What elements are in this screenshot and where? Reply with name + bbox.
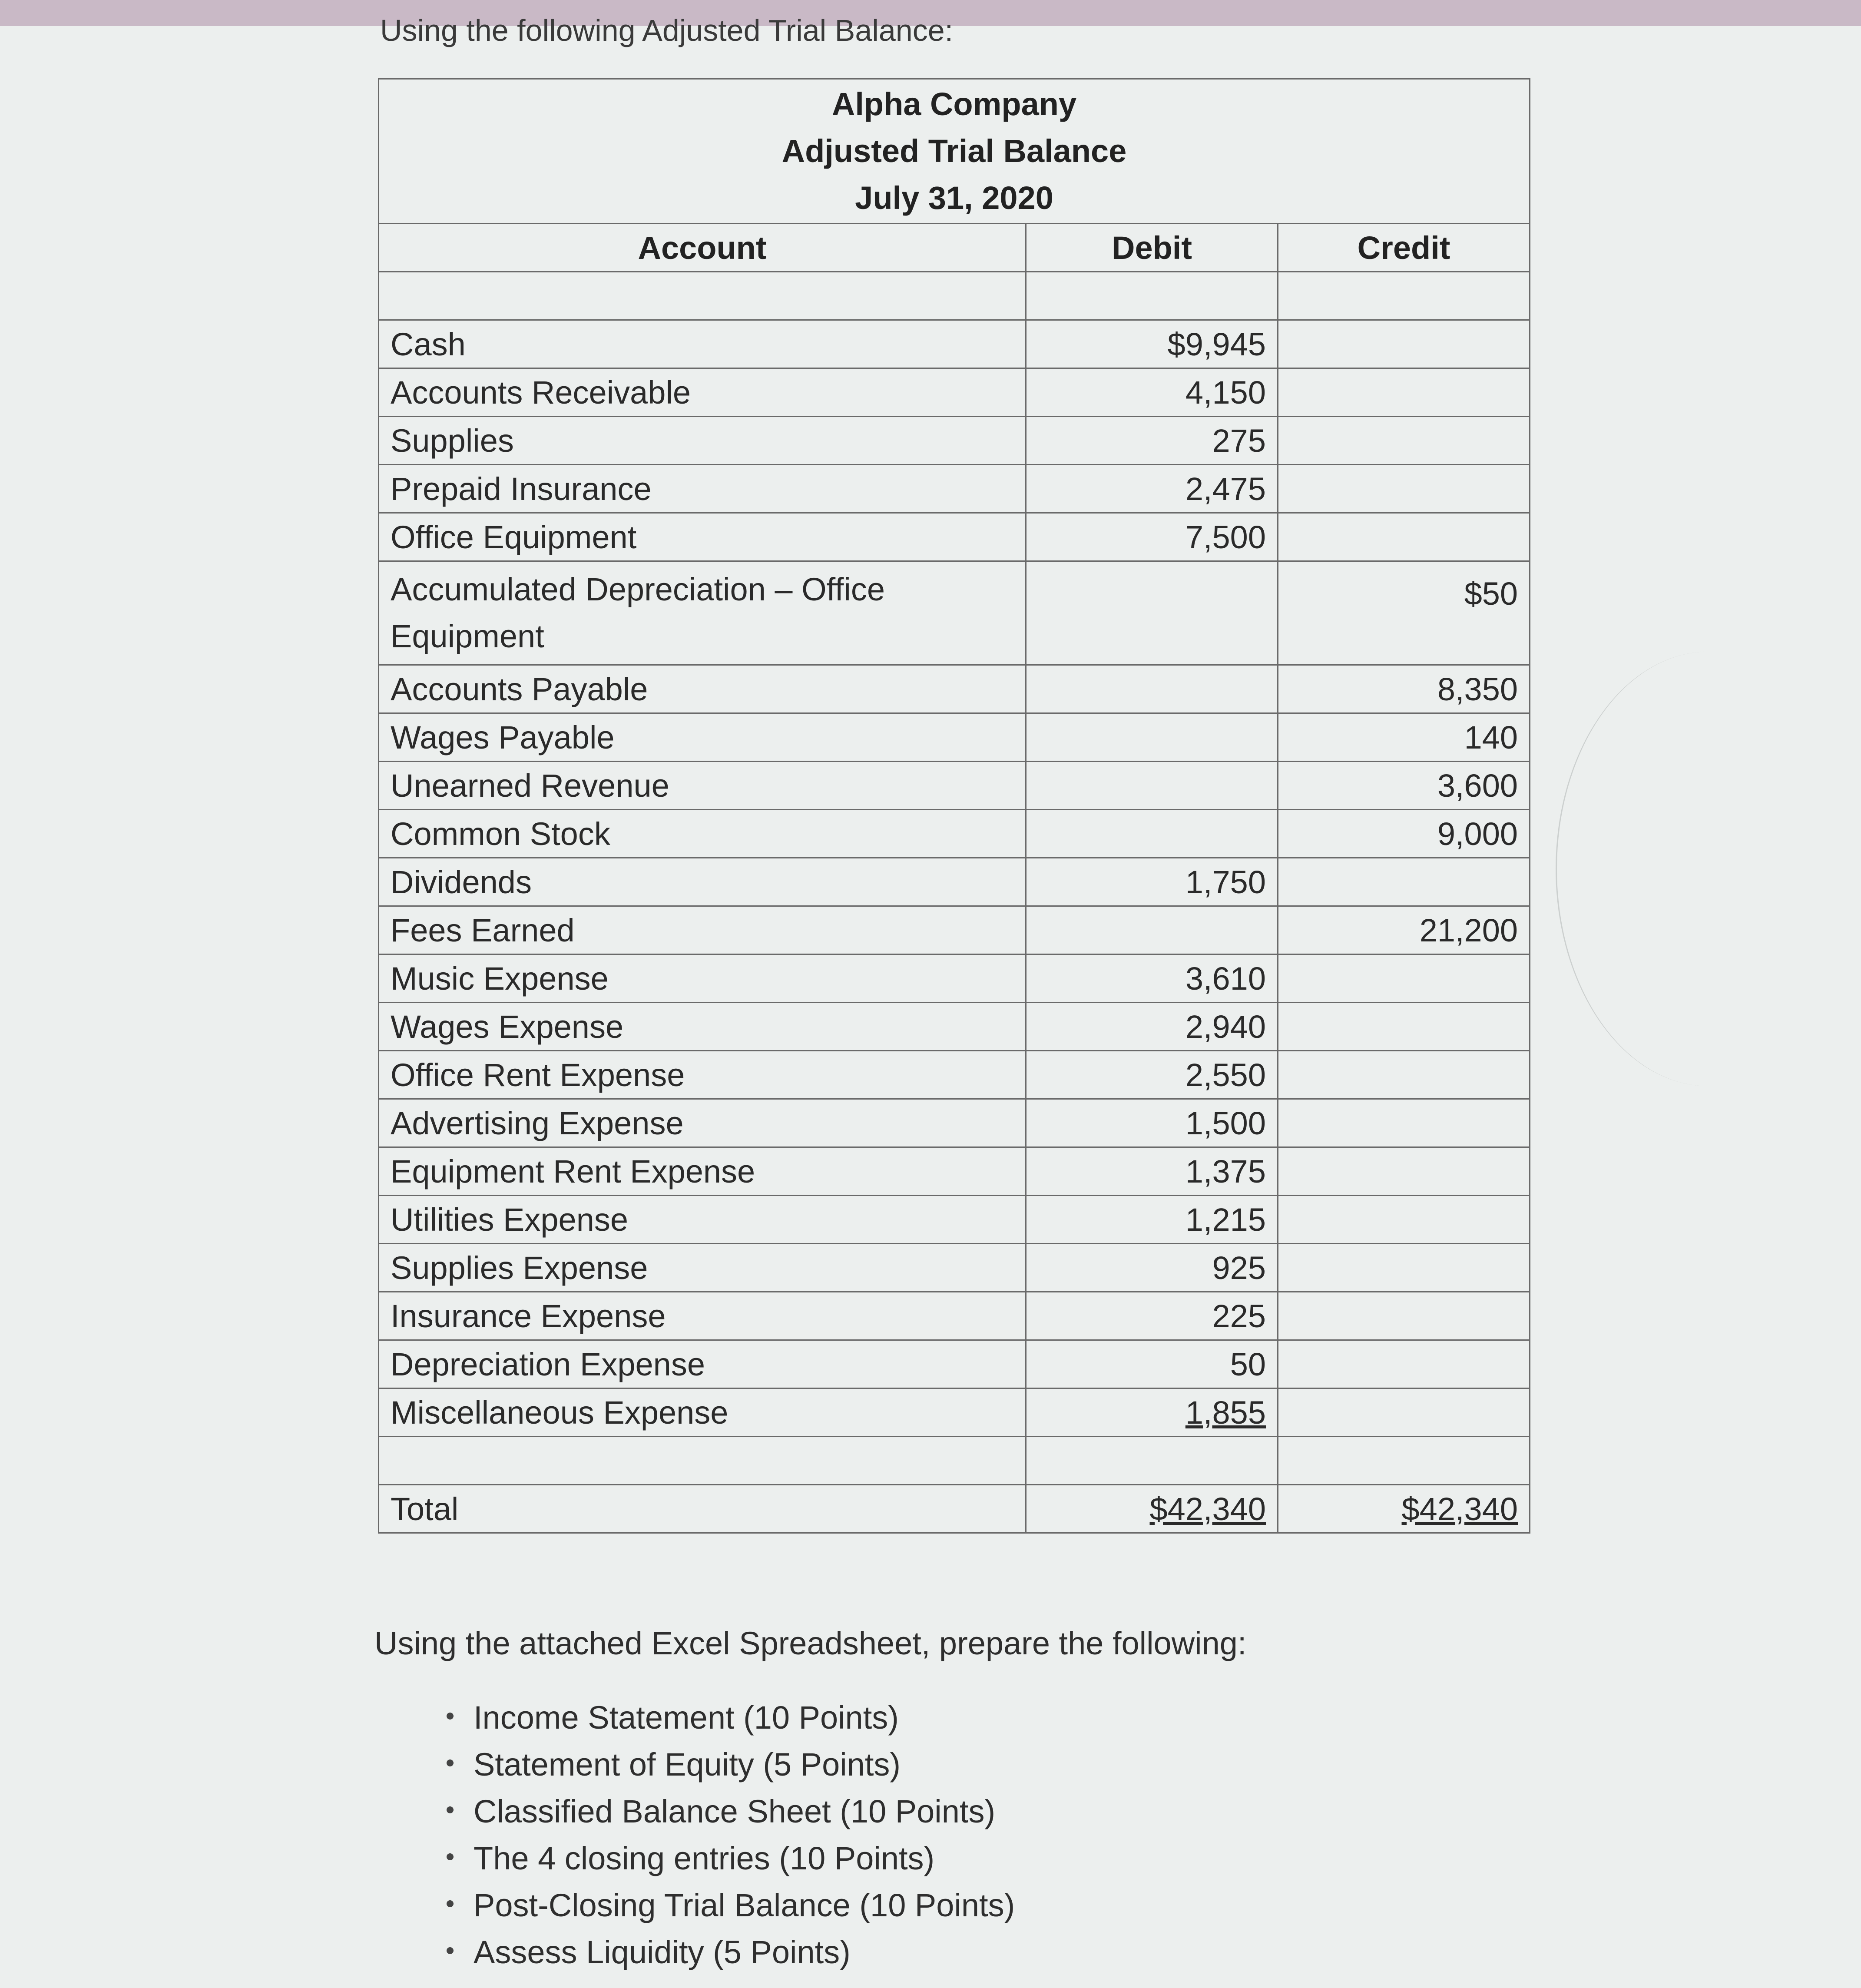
- list-item: [439, 1741, 1015, 1788]
- account-name: Supplies: [379, 417, 1026, 465]
- table-row: [379, 665, 1530, 713]
- credit-amount: [1278, 513, 1530, 561]
- list-item: [439, 1788, 1015, 1835]
- credit-amount: [1278, 465, 1530, 513]
- table-row: [379, 1340, 1530, 1388]
- account-name: Wages Payable: [379, 713, 1026, 762]
- account-name: Depreciation Expense: [379, 1340, 1026, 1388]
- bullet-icon: [447, 1806, 454, 1813]
- total-row: [379, 1485, 1530, 1533]
- list-item: [439, 1882, 1015, 1929]
- task-list: [439, 1694, 1015, 1976]
- debit-amount: [1026, 561, 1278, 665]
- list-item: [439, 1694, 1015, 1741]
- debit-column-header: Debit: [1026, 224, 1278, 272]
- account-name: Music Expense: [379, 954, 1026, 1003]
- account-rows: [379, 320, 1530, 1437]
- account-name: Accounts Payable: [379, 665, 1026, 713]
- blank-row: [379, 1437, 1530, 1485]
- table-row: [379, 1147, 1530, 1196]
- account-name: Unearned Revenue: [379, 762, 1026, 810]
- table-row: [379, 906, 1530, 954]
- account-name: Fees Earned: [379, 906, 1026, 954]
- table-row: [379, 954, 1530, 1003]
- total-credit: $42,340: [1278, 1485, 1530, 1533]
- debit-amount: [1026, 810, 1278, 858]
- credit-amount: 21,200: [1278, 906, 1530, 954]
- total-label: Total: [379, 1485, 1026, 1533]
- statement-heading: [379, 79, 1530, 224]
- debit-amount: 2,940: [1026, 1003, 1278, 1051]
- debit-amount: 1,375: [1026, 1147, 1278, 1196]
- table-row: [379, 1099, 1530, 1147]
- credit-amount: [1278, 1003, 1530, 1051]
- bullet-icon: [447, 1713, 454, 1720]
- table-row: [379, 417, 1530, 465]
- header-row: [379, 224, 1530, 272]
- bullet-icon: [447, 1947, 454, 1954]
- table-row: [379, 1388, 1530, 1437]
- task-label: Classified Balance Sheet (10 Points): [474, 1793, 996, 1829]
- credit-amount: $50: [1278, 561, 1530, 665]
- credit-column-header: Credit: [1278, 224, 1530, 272]
- account-name: Common Stock: [379, 810, 1026, 858]
- table-row: [379, 858, 1530, 906]
- blank-cell: [1026, 272, 1278, 320]
- account-name: Insurance Expense: [379, 1292, 1026, 1340]
- task-label: Post-Closing Trial Balance (10 Points): [474, 1887, 1015, 1923]
- table-row: [379, 513, 1530, 561]
- account-name: Supplies Expense: [379, 1244, 1026, 1292]
- debit-amount: 2,475: [1026, 465, 1278, 513]
- debit-amount: [1026, 906, 1278, 954]
- credit-amount: 8,350: [1278, 665, 1530, 713]
- account-name: Equipment Rent Expense: [379, 1147, 1026, 1196]
- table-row: [379, 368, 1530, 417]
- account-name: Utilities Expense: [379, 1196, 1026, 1244]
- title-row: [379, 79, 1530, 224]
- credit-amount: [1278, 1099, 1530, 1147]
- bullet-icon: [447, 1853, 454, 1860]
- list-item: [439, 1929, 1015, 1976]
- debit-amount: 1,750: [1026, 858, 1278, 906]
- blank-cell: [379, 272, 1026, 320]
- debit-amount: 7,500: [1026, 513, 1278, 561]
- blank-row: [379, 272, 1530, 320]
- credit-amount: [1278, 1051, 1530, 1099]
- credit-amount: [1278, 1196, 1530, 1244]
- account-name: Cash: [379, 320, 1026, 368]
- credit-amount: [1278, 1340, 1530, 1388]
- table-row: [379, 1244, 1530, 1292]
- table-row: [379, 1292, 1530, 1340]
- credit-amount: [1278, 1292, 1530, 1340]
- credit-amount: 3,600: [1278, 762, 1530, 810]
- intro-text: Using the following Adjusted Trial Balance:: [380, 13, 954, 47]
- credit-amount: [1278, 368, 1530, 417]
- credit-amount: 140: [1278, 713, 1530, 762]
- table-row: [379, 810, 1530, 858]
- account-name: Advertising Expense: [379, 1099, 1026, 1147]
- account-name: Dividends: [379, 858, 1026, 906]
- table-row: [379, 1196, 1530, 1244]
- blank-cell: [1278, 272, 1530, 320]
- account-name: Office Equipment: [379, 513, 1026, 561]
- table-row: [379, 465, 1530, 513]
- statement-date: July 31, 2020: [855, 180, 1053, 216]
- account-name: Miscellaneous Expense: [379, 1388, 1026, 1437]
- blank-cell: [1278, 1437, 1530, 1485]
- account-name: Wages Expense: [379, 1003, 1026, 1051]
- debit-amount: 4,150: [1026, 368, 1278, 417]
- account-name: Office Rent Expense: [379, 1051, 1026, 1099]
- blank-cell: [379, 1437, 1026, 1485]
- table-row: [379, 561, 1530, 665]
- bullet-icon: [447, 1900, 454, 1907]
- credit-amount: [1278, 858, 1530, 906]
- table-row: [379, 762, 1530, 810]
- task-label: Income Statement (10 Points): [474, 1700, 899, 1736]
- table-row: [379, 713, 1530, 762]
- list-item: [439, 1835, 1015, 1882]
- debit-amount: 275: [1026, 417, 1278, 465]
- debit-amount: 925: [1026, 1244, 1278, 1292]
- table-row: [379, 320, 1530, 368]
- account-name: Accumulated Depreciation – Office Equipment: [379, 561, 1026, 665]
- task-label: Statement of Equity (5 Points): [474, 1746, 901, 1783]
- account-name: Accounts Receivable: [379, 368, 1026, 417]
- credit-amount: [1278, 320, 1530, 368]
- credit-amount: [1278, 1147, 1530, 1196]
- credit-amount: [1278, 954, 1530, 1003]
- credit-amount: [1278, 1244, 1530, 1292]
- task-label: The 4 closing entries (10 Points): [474, 1840, 935, 1876]
- debit-amount: 50: [1026, 1340, 1278, 1388]
- debit-amount: [1026, 762, 1278, 810]
- credit-amount: [1278, 417, 1530, 465]
- debit-amount: 1,215: [1026, 1196, 1278, 1244]
- debit-amount: 1,500: [1026, 1099, 1278, 1147]
- adjusted-trial-balance-table: [378, 78, 1530, 1534]
- account-name: Prepaid Insurance: [379, 465, 1026, 513]
- total-debit: $42,340: [1026, 1485, 1278, 1533]
- debit-amount: $9,945: [1026, 320, 1278, 368]
- instructions-text: Using the attached Excel Spreadsheet, prepare the following:: [374, 1625, 1247, 1661]
- credit-amount: [1278, 1388, 1530, 1437]
- debit-amount: 1,855: [1026, 1388, 1278, 1437]
- credit-amount: 9,000: [1278, 810, 1530, 858]
- debit-amount: [1026, 713, 1278, 762]
- table-row: [379, 1051, 1530, 1099]
- debit-amount: [1026, 665, 1278, 713]
- statement-title: Adjusted Trial Balance: [781, 133, 1127, 169]
- debit-amount: 2,550: [1026, 1051, 1278, 1099]
- blank-cell: [1026, 1437, 1278, 1485]
- task-label: Assess Liquidity (5 Points): [474, 1934, 851, 1970]
- company-name: Alpha Company: [831, 86, 1077, 122]
- bullet-icon: [447, 1759, 454, 1766]
- debit-amount: 225: [1026, 1292, 1278, 1340]
- debit-amount: 3,610: [1026, 954, 1278, 1003]
- account-column-header: Account: [379, 224, 1026, 272]
- table-row: [379, 1003, 1530, 1051]
